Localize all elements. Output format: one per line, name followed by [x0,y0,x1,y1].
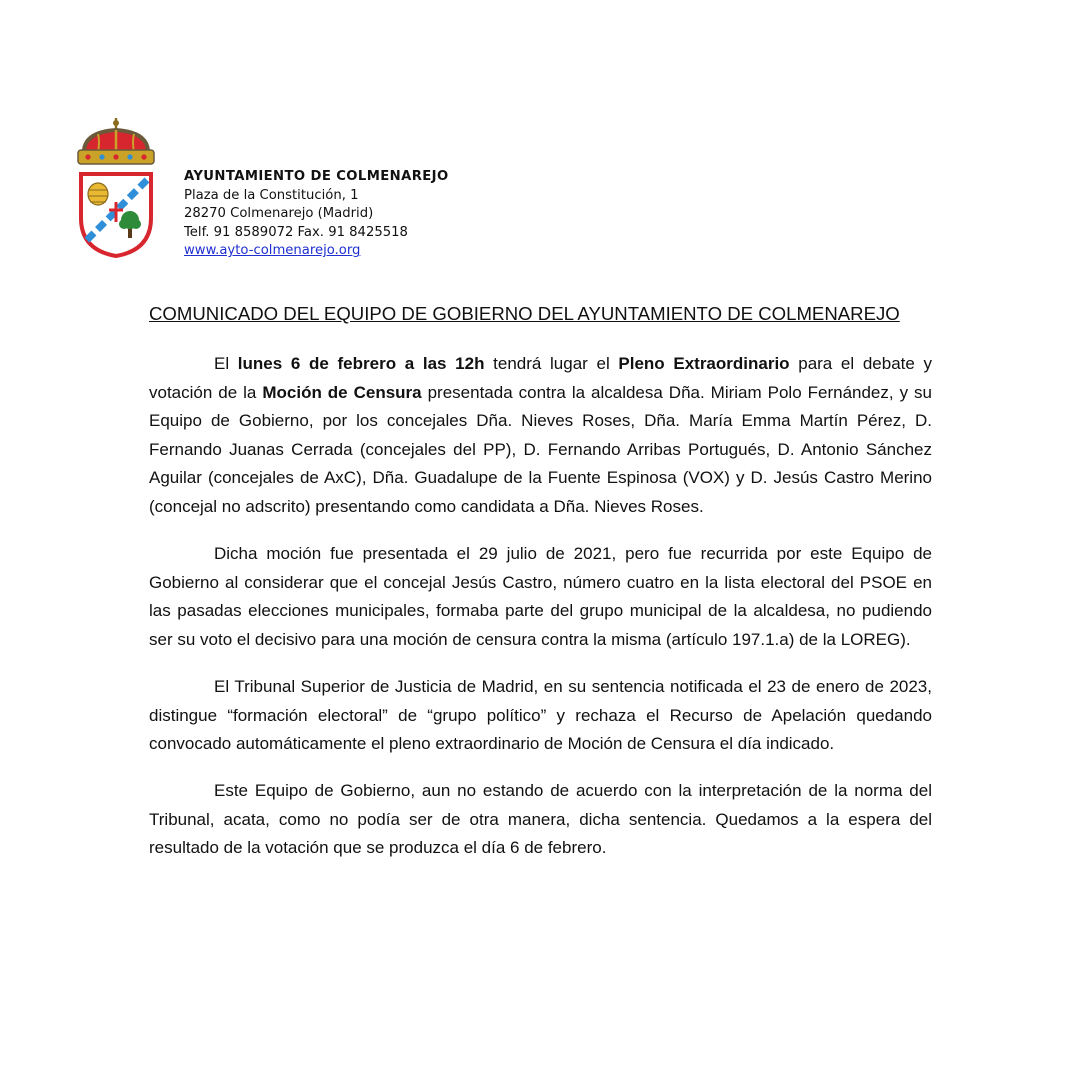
p1-text-4: presentada contra la alcaldesa Dña. Miriam Polo Fernández, y su Equipo de Gobierno, por los concejales Dña. Nieves Roses, Dña. María Emma Martín Pérez, D. Fernando Juanas Cerrada (concejales del PP), D. Fernando Arribas Portugués, D. Antonio Sánchez Aguilar (concejales de AxC), Dña. Guadalupe de la Fuente Espinosa (VOX) y D. Jesús Castro Merino (concejal no adscrito) presentando como candidata a Dña. Nieves Roses. [149,382,932,516]
paragraph-2: Dicha moción fue presentada el 29 julio de 2021, pero fue recurrida por este Equipo de Gobierno al considerar que el concejal Jesús Castro, número cuatro en la lista electoral del PSOE en las pasadas elecciones municipales, formaba parte del grupo municipal de la alcaldesa, no pudiendo ser su voto el decisivo para una moción de censura contra la misma (artículo 197.1.a) de la LOREG). [149,544,932,649]
document-body [149,350,932,882]
p1-bold-mocion: Moción de Censura [262,382,422,402]
postal-line: 28270 Colmenarejo (Madrid) [184,206,374,222]
website-link[interactable]: www.ayto-colmenarejo.org [184,243,361,259]
municipal-coat-of-arms-icon [74,118,158,260]
paragraph-3: El Tribunal Superior de Justicia de Madrid, en su sentencia notificada el 23 de enero de 2023, distingue “formación electoral” de “grupo político” y rechaza el Recurso de Apelación quedando convocado automáticamente el pleno extraordinario de Moción de Censura el día indicado. [149,676,932,754]
document-title: COMUNICADO DEL EQUIPO DE GOBIERNO DEL AYUNTAMIENTO DE COLMENAREJO [149,303,900,324]
address-line: Plaza de la Constitución, 1 [184,187,359,203]
p1-text-3: para el debate y votación de la [149,354,933,402]
paragraph-4: Este Equipo de Gobierno, aun no estando de acuerdo con la interpretación de la norma del Tribunal, acata, como no podía ser de otra manera, dicha sentencia. Quedamos a la espera del resultado de la votación que se produzca el día 6 de febrero. [149,781,932,858]
phone-fax-line: Telf. 91 8589072 Fax. 91 8425518 [184,224,408,240]
letterhead [184,168,449,261]
p1-text-1: El [214,354,238,373]
p1-bold-pleno: Pleno Extraordinario [618,354,790,373]
organization-name: AYUNTAMIENTO DE COLMENAREJO [184,169,449,184]
p1-bold-date: lunes 6 de febrero a las 12h [237,354,485,373]
paragraph-1 [149,350,932,522]
p1-text-2: tendrá lugar el [484,354,619,373]
